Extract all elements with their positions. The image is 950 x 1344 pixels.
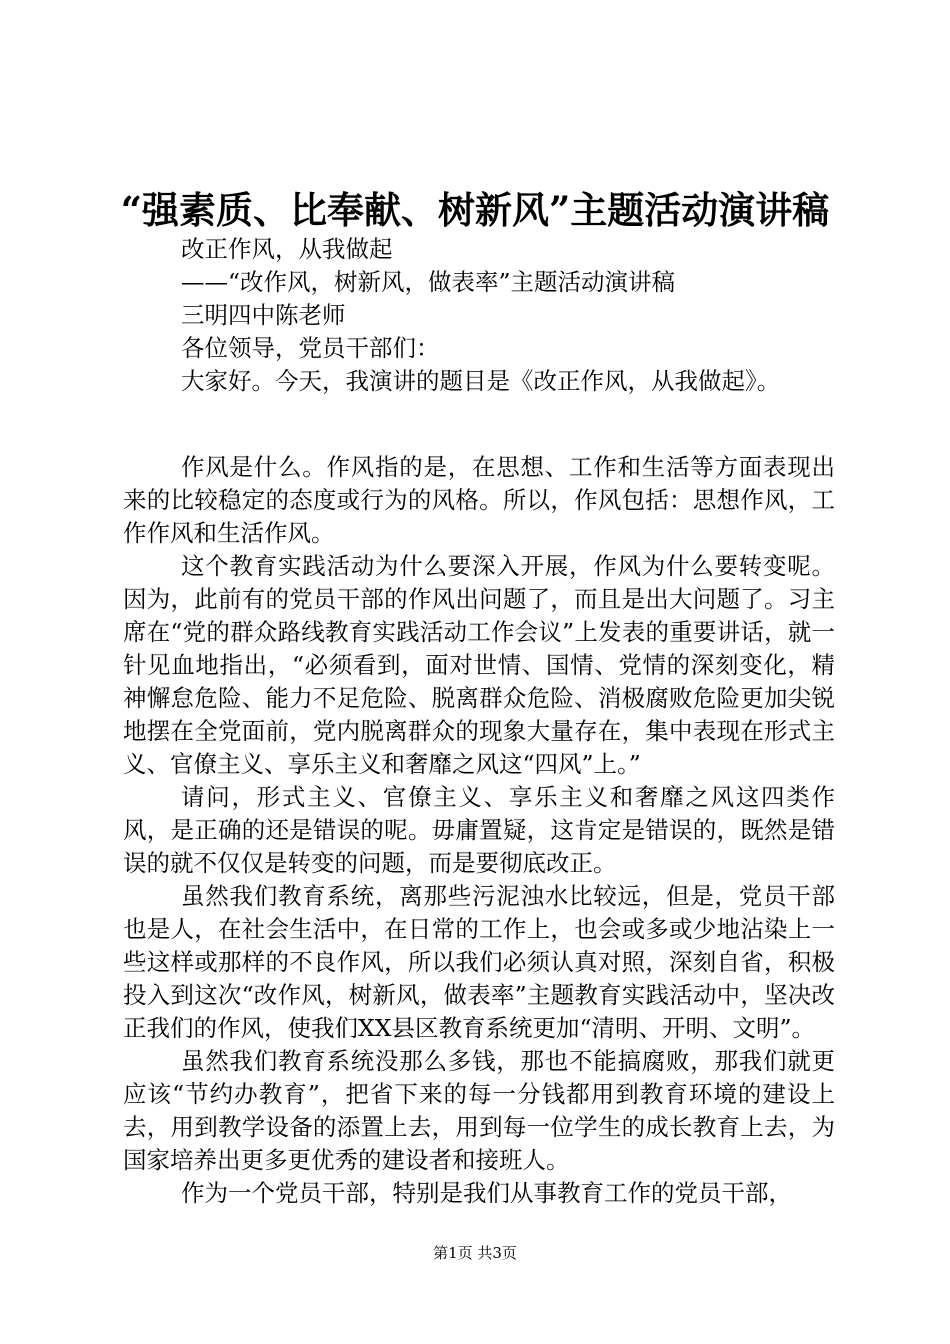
speech-subtitle: 改正作风，从我做起 xyxy=(181,235,393,263)
opening-line: 大家好。今天，我演讲的题目是《改正作风，从我做起》。 xyxy=(181,367,781,395)
salutation: 各位领导，党员干部们： xyxy=(181,334,440,362)
document-title: “强素质、比奉献、树新风”主题活动演讲稿 xyxy=(120,188,830,232)
blank-line xyxy=(123,398,835,451)
body-paragraph: 虽然我们教育系统没那么多钱，那也不能搞腐败，那我们就更应该“节约办教育”，把省下来的每一分钱都用到教育环境的建设上去，用到教学设备的添置上去，用到每一位学生的成长教育上去，为国家培养出更多更优秀的建设者和接班人。 xyxy=(123,1047,835,1174)
document-body xyxy=(123,233,835,1210)
speech-theme-line: ——“改作风，树新风，做表率”主题活动演讲稿 xyxy=(181,268,676,296)
body-paragraph: 这个教育实践活动为什么要深入开展，作风为什么要转变呢。因为，此前有的党员干部的作风出问题了，而且是出大问题了。习主席在“党的群众路线教育实践活动工作会议”上发表的重要讲话，就一针见血地指出，“必须看到，面对世情、国情、党情的深刻变化，精神懈怠危险、能力不足危险、脱离群众危险、消极腐败危险更加尖锐地摆在全党面前，党内脱离群众的现象大量存在，集中表现在形式主义、官僚主义、享乐主义和奢靡之风这“四风”上。” xyxy=(123,552,835,778)
body-paragraph: 作风是什么。作风指的是，在思想、工作和生活等方面表现出来的比较稳定的态度或行为的风格。所以，作风包括：思想作风，工作作风和生活作风。 xyxy=(123,453,835,547)
body-paragraph: 作为一个党员干部，特别是我们从事教育工作的党员干部， xyxy=(181,1179,792,1207)
speaker-name: 三明四中陈老师 xyxy=(181,301,346,329)
body-paragraph: 请问，形式主义、官僚主义、享乐主义和奢靡之风这四类作风，是正确的还是错误的呢。毋庸置疑，这肯定是错误的，既然是错误的就不仅仅是转变的问题，而是要彻底改正。 xyxy=(123,783,835,877)
page-footer: 第1页 共3页 xyxy=(433,1244,517,1262)
body-paragraph: 虽然我们教育系统，离那些污泥浊水比较远，但是，党员干部也是人，在社会生活中，在日常的工作上，也会或多或少地沾染上一些这样或那样的不良作风，所以我们必须认真对照，深刻自省，积极投入到这次“改作风，树新风，做表率”主题教育实践活动中，坚决改正我们的作风，使我们XX县区教育系统更加“清明、开明、文明”。 xyxy=(123,882,835,1042)
